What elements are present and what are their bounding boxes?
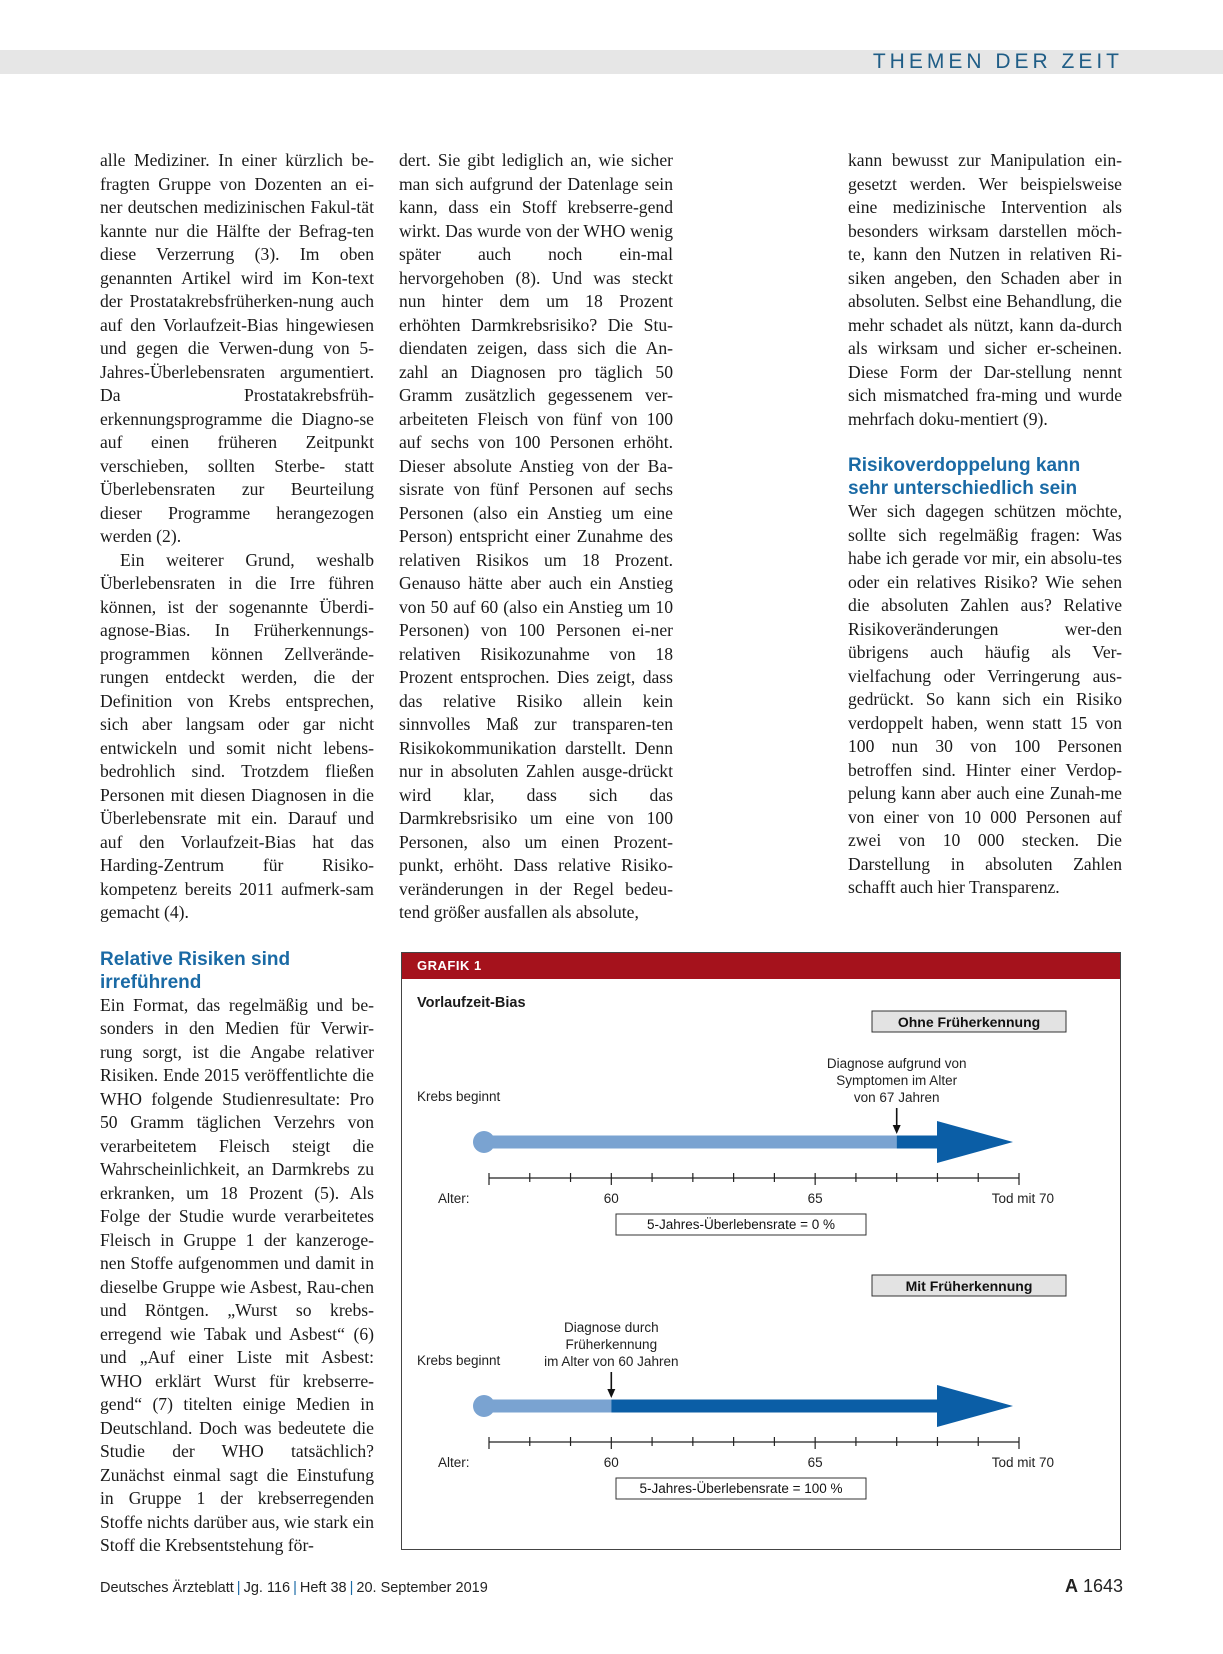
page-prefix: A bbox=[1064, 1576, 1078, 1596]
start-label: Krebs beginnt bbox=[417, 1089, 501, 1104]
figure-label: GRAFIK 1 bbox=[402, 953, 1120, 979]
paragraph: Ein weiterer Grund, weshalb Überlebensraten in die Irre führen können, ist der sogenannte Überdi-agnose-Bias. In Früherkennungs-programmen können Zellverände-rungen entdeckt werden, die der Definition von Krebs entsprechen, sich aber langsam oder gar nicht entwickeln und somit nicht lebens-bedrohlich sind. Trotzdem fließen Personen mit diesen Diagnosen in die Überlebensrate mit ein. Darauf und auf den Vorlaufzeit-Bias hat das Harding-Zentrum für Risiko-kompetenz bereits 2011 aufmerk-sam gemacht (4). bbox=[100, 549, 374, 922]
panel-tag: Ohne Früherkennung bbox=[897, 1014, 1041, 1030]
panel-tag: Mit Früherkennung bbox=[905, 1278, 1033, 1294]
paragraph: Wer sich dagegen schützen möchte, sollte sich regelmäßig fragen: Was habe ich gerade vor mir, ein absolu-tes oder ein relatives Risiko? Wie sehen die absoluten Zahlen aus? Relative Risikoveränderungen wer-den übrigens auch häufig als Ver-vielfachung oder Verringerung aus-gedrückt. So kann sich ein Risiko verdoppelt haben, wenn statt 15 von 100 nun 30 von 100 Personen betroffen sind. Hinter einer Verdop-pelung kann aber auch eine Zunah-me von einer von 10 000 Personen auf zwei von 10 000 stecken. Die Darstellung in absoluten Zahlen schafft auch hier Transparenz. bbox=[848, 501, 1122, 897]
separator: | bbox=[236, 1580, 241, 1596]
tick-label-65: 65 bbox=[807, 1455, 823, 1470]
separator: | bbox=[349, 1580, 354, 1596]
diagnosis-label-line: von 67 Jahren bbox=[853, 1090, 940, 1105]
arrow-head bbox=[937, 1121, 1013, 1163]
tick-label-60: 60 bbox=[603, 1191, 619, 1206]
text-column-2 bbox=[399, 149, 673, 925]
arrow-head bbox=[937, 1385, 1013, 1427]
paragraph: dert. Sie gibt lediglich an, wie sicher man sich aufgrund der Datenlage sein kann, dass ein Stoff krebserre-gend wirkt. Das wurde von der WHO wenig später auch noch ein-mal hervorgehoben (8). Und was steckt nun hinter dem um 18 Prozent erhöhten Darmkrebsrisiko? Die Stu-diendaten zeigen, dass sich die An-zahl an Diagnosen pro täglich 50 Gramm zusätzlich gegessenem ver-arbeiteten Fleisch von fünf von 100 auf sechs von 100 Personen erhöht. Dieser absolute Anstieg von der Ba-sisrate von fünf Personen auf sechs Personen (also ein Anstieg um eine Person) entspricht einer Zunahme des relativen Risikos um 18 Prozent. Genauso hätte aber auch ein Anstieg von 50 auf 60 (also ein Anstieg um 10 Personen) von 100 Personen ei-ner relativen Risikozunahme von 18 Prozent entsprochen. Dies zeigt, dass das relative Risiko allein kein sinnvolles Maß zur transparen-ten Risikokommunikation darstellt. Denn nur in absoluten Zahlen ausge-drückt wird klar, dass sich das Darmkrebsrisiko um eine von 100 Personen, also um einen Prozent-punkt, erhöht. Dass relative Risiko-veränderungen in der Regel bedeu-tend größer ausfallen als absolute, bbox=[399, 150, 673, 922]
section-label: THEMEN DER ZEIT bbox=[872, 50, 1123, 73]
page-number-value: 1643 bbox=[1082, 1576, 1123, 1596]
diagnosis-label-line: Symptomen im Alter bbox=[836, 1073, 958, 1088]
issue: Heft 38 bbox=[299, 1580, 347, 1596]
survival-rate: 5-Jahres-Überlebensrate = 100 % bbox=[639, 1481, 843, 1496]
volume: Jg. 116 bbox=[243, 1580, 291, 1596]
diagnosis-pointer-head bbox=[893, 1125, 901, 1134]
diagnosis-label-line: Diagnose durch bbox=[564, 1320, 659, 1335]
figure-grafik-1 bbox=[401, 952, 1121, 1550]
text-column-1 bbox=[100, 149, 374, 1558]
paragraph: Ein Format, das regelmäßig und be-sonders in den Medien für Verwir-rung sorgt, ist die Angabe relativer Risiken. Ende 2015 veröffentlichte die WHO folgende Studienresultate: Pro 50 Gramm täglichen Verzehrs von verarbeitetem Fleisch steigt die Wahrscheinlichkeit, an Darmkrebs zu erkranken, um 18 Prozent (5). Als Folge der Studie wurde verarbeitetes Fleisch in Gruppe 1 der kanzeroge-nen Stoffe aufgenommen und damit in dieselbe Gruppe wie Asbest, Rau-chen und Röntgen. „Wurst so krebs-erregend wie Tabak und Asbest“ (6) und „Auf einer Liste mit Asbest: WHO erklärt Wurst für krebserre-gend“ (7) titelten einige Medien in Deutschland. Doch was bedeutete die Studie der WHO tatsächlich? Zunächst einmal sagt die Einstufung in Gruppe 1 der krebserregenden Stoffe nichts darüber aus, wie stark ein Stoff die Krebsentstehung för- bbox=[100, 994, 374, 1555]
start-label: Krebs beginnt bbox=[417, 1353, 501, 1368]
tick-label-60: 60 bbox=[603, 1455, 619, 1470]
axis-label: Alter: bbox=[438, 1455, 470, 1470]
text-column-3 bbox=[848, 149, 1122, 900]
tick-label-65: 65 bbox=[807, 1191, 823, 1206]
subheading: Risikoverdoppelung kann sehr unterschiedlich sein bbox=[848, 455, 1081, 499]
tick-label-death: Tod mit 70 bbox=[991, 1191, 1054, 1206]
survival-rate: 5-Jahres-Überlebensrate = 0 % bbox=[647, 1217, 835, 1232]
diagnosis-pointer-head bbox=[607, 1389, 615, 1398]
onset-dot bbox=[473, 1131, 495, 1153]
figure-title: Vorlaufzeit-Bias bbox=[417, 995, 526, 1011]
page-number bbox=[1065, 1576, 1123, 1597]
diagnosis-label-line: im Alter von 60 Jahren bbox=[544, 1354, 679, 1369]
axis-label: Alter: bbox=[438, 1191, 470, 1206]
journal-name: Deutsches Ärzteblatt bbox=[100, 1580, 234, 1596]
date: 20. September 2019 bbox=[356, 1580, 488, 1596]
paragraph: kann bewusst zur Manipulation ein-gesetzt werden. Wer beispielsweise eine medizinische Intervention als besonders wirksam darstellen möch-te, kann den Nutzen in relativen Ri-siken angeben, den Schaden aber in absoluten. Selbst eine Behandlung, die mehr schadet als nützt, kann da-durch als wirksam und sicher er-scheinen. Diese Form der Dar-stellung nennt sich mismatched fra-ming und wurde mehrfach doku-mentiert (9). bbox=[848, 150, 1122, 429]
diagnosis-label-line: Diagnose aufgrund von bbox=[826, 1056, 967, 1071]
separator: | bbox=[293, 1580, 297, 1596]
paragraph: alle Mediziner. In einer kürzlich be-fragten Gruppe von Dozenten an ei-ner deutschen medizinischen Fakul-tät kannte nur die Hälfte der Befrag-ten diese Verzerrung (3). Im oben genannten Artikel wird im Kon-text der Prostatakrebsfrüherken-nung auch auf den Vorlaufzeit-Bias hingewiesen und gegen die Verwen-dung von 5-Jahres-Überlebensraten argumentiert. Da Prostatakrebsfrüh-erkennungsprogramme die Diagno-se auf einen früheren Zeitpunkt verschieben, sollten Sterbe- statt Überlebensraten zur Beurteilung dieser Programme herangezogen werden (2). bbox=[100, 150, 374, 546]
diagnosis-label-line: Früherkennung bbox=[565, 1337, 658, 1352]
lead-time-bias-diagram bbox=[402, 979, 1120, 1549]
tick-label-death: Tod mit 70 bbox=[991, 1455, 1054, 1470]
footer bbox=[100, 1580, 488, 1596]
subheading: Relative Risiken sind irreführend bbox=[100, 948, 291, 993]
onset-dot bbox=[473, 1395, 495, 1417]
